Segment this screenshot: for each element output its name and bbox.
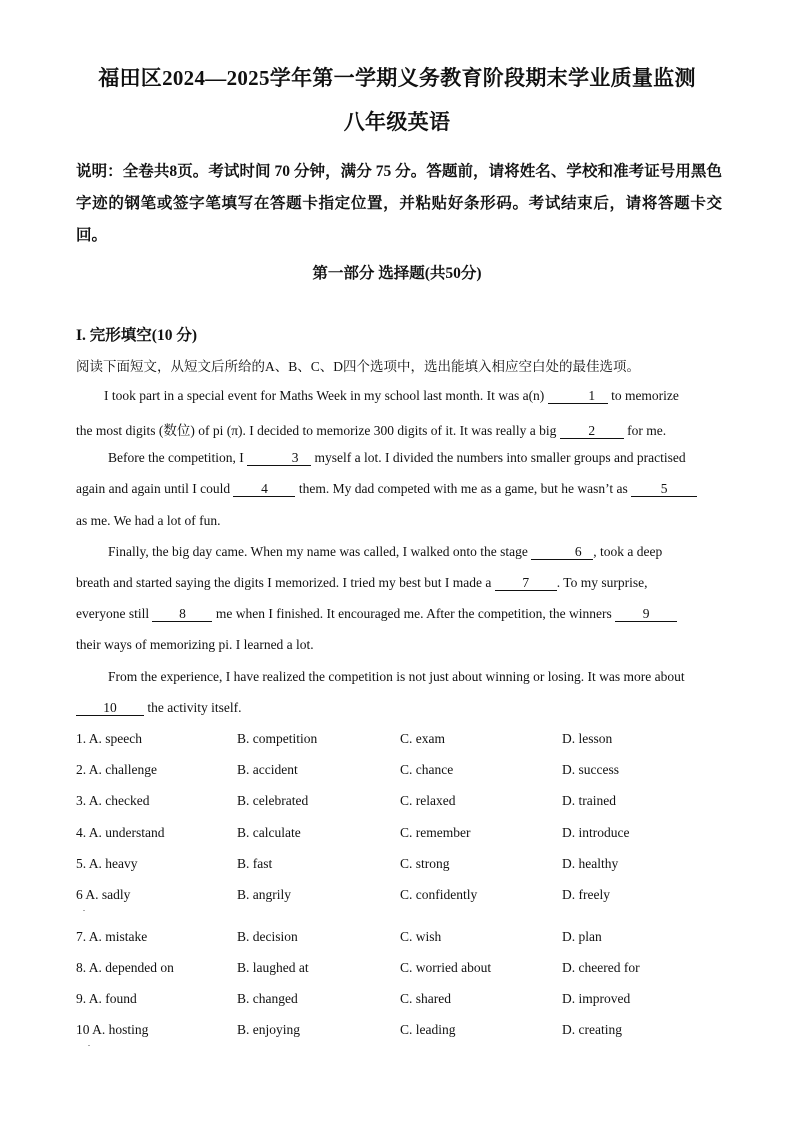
passage-line: From the experience, I have realized the competition is not just about winning or losing. It was more about: [108, 669, 685, 684]
option-a: 7. A. mistake: [76, 929, 148, 944]
passage-line: their ways of memorizing pi. I learned a lot.: [76, 637, 314, 652]
passage-text: I took part in a special event for Maths Week in my school last month. It was a(n): [104, 388, 548, 403]
blank-6: 6: [531, 545, 593, 560]
option-a: 5. A. heavy: [76, 856, 138, 871]
passage-text: myself a lot. I divided the numbers into smaller groups and practised: [311, 450, 686, 465]
option-c: C. chance: [400, 762, 454, 777]
passage-text: me when I finished. It encouraged me. After the competition, the winners: [212, 606, 616, 621]
passage-text: again and again until I could: [76, 481, 234, 496]
option-d: D. freely: [562, 887, 610, 902]
option-c: C. strong: [400, 856, 450, 871]
option-a: 2. A. challenge: [76, 762, 157, 777]
option-a: 1. A. speech: [76, 731, 142, 746]
passage-text: the activity itself.: [144, 700, 242, 715]
option-a: 8. A. depended on: [76, 960, 174, 975]
passage-line: [76, 575, 718, 591]
option-d: D. healthy: [562, 856, 619, 871]
option-a: 9. A. found: [76, 991, 137, 1006]
option-d: D. trained: [562, 793, 616, 808]
passage-line: as me. We had a lot of fun.: [76, 513, 221, 528]
option-d: D. introduce: [562, 825, 630, 840]
option-d: D. plan: [562, 929, 602, 944]
option-c: C. wish: [400, 929, 442, 944]
option-d: D. lesson: [562, 731, 613, 746]
option-c: C. exam: [400, 731, 445, 746]
option-c: C. shared: [400, 991, 451, 1006]
option-d: D. success: [562, 762, 619, 777]
option-c: C. confidently: [400, 887, 478, 902]
passage-text: Before the competition, I: [108, 450, 248, 465]
stray-mark: .: [88, 1039, 90, 1048]
option-b: B. angrily: [237, 887, 291, 902]
option-b: B. accident: [237, 762, 298, 777]
option-b: B. competition: [237, 731, 318, 746]
part-heading: I. 完形填空(10 分): [76, 327, 197, 344]
option-b: B. laughed at: [237, 960, 309, 975]
blank-7: 7: [495, 576, 557, 591]
passage-line: [76, 419, 718, 439]
passage-line: [76, 606, 718, 622]
passage-text: them. My dad competed with me as a game, but he wasn’t as: [295, 481, 632, 496]
blank-10: 10: [76, 701, 144, 716]
passage-line: [76, 544, 718, 560]
passage-line: [76, 388, 718, 404]
passage-text: . To my surprise,: [556, 575, 648, 590]
option-b: B. celebrated: [237, 793, 309, 808]
passage-text: Finally, the big day came. When my name was called, I walked onto the stage: [108, 544, 532, 559]
passage-text: breath and started saying the digits I memorized. I tried my best but I made a: [76, 575, 495, 590]
option-d: D. creating: [562, 1022, 622, 1037]
option-c: C. worried about: [400, 960, 492, 975]
option-c: C. remember: [400, 825, 471, 840]
passage-text: everyone still: [76, 606, 153, 621]
exam-title: 福田区2024—2025学年第一学期义务教育阶段期末学业质量监测: [98, 66, 696, 90]
option-b: B. calculate: [237, 825, 301, 840]
part-instruction: 阅读下面短文，从短文后所给的A、B、C、D四个选项中，选出能填入相应空白处的最佳选项。: [76, 359, 641, 374]
option-d: D. improved: [562, 991, 631, 1006]
option-a: 3. A. checked: [76, 793, 150, 808]
blank-9: 9: [615, 607, 677, 622]
passage-line: [76, 481, 718, 497]
option-c: C. relaxed: [400, 793, 456, 808]
passage-line: [76, 450, 718, 466]
blank-2: 2: [560, 424, 624, 439]
option-b: B. fast: [237, 856, 273, 871]
passage-text: the most digits (数位) of pi (π). I decided to memorize 300 digits of it. It was really a big: [76, 423, 560, 438]
option-d: D. cheered for: [562, 960, 640, 975]
passage-text: for me.: [623, 423, 667, 438]
blank-1: 1: [548, 389, 608, 404]
blank-4: 4: [233, 482, 295, 497]
option-b: B. enjoying: [237, 1022, 300, 1037]
option-b: B. decision: [237, 929, 298, 944]
blank-5: 5: [631, 482, 697, 497]
exam-subtitle: 八年级英语: [343, 110, 451, 134]
option-c: C. leading: [400, 1022, 456, 1037]
option-a: 4. A. understand: [76, 825, 165, 840]
passage-text: to memorize: [607, 388, 679, 403]
option-a: 10 A. hosting: [76, 1022, 149, 1037]
option-b: B. changed: [237, 991, 298, 1006]
blank-8: 8: [152, 607, 212, 622]
option-a: 6 A. sadly: [76, 887, 131, 902]
stray-mark: .: [83, 904, 85, 913]
passage-line: [76, 700, 718, 716]
passage-text: , took a deep: [593, 544, 663, 559]
section-heading: 第一部分 选择题(共50分): [312, 265, 482, 282]
blank-3: 3: [247, 451, 311, 466]
exam-instructions-note: 说明：全卷共8页。考试时间 70 分钟，满分 75 分。答题前，请将姓名、学校和准考证号用黑色字迹的钢笔或签字笔填写在答题卡指定位置，并粘贴好条形码。考试结束后，请将答题卡交回。: [76, 163, 722, 244]
